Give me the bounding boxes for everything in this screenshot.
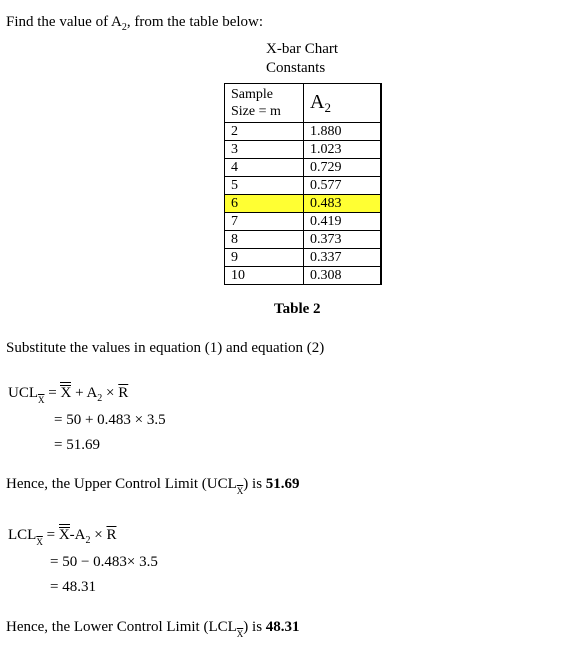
table-row: 4 0.729 <box>225 159 382 177</box>
a2-symbol: A <box>111 14 122 30</box>
lcl-equation: $LCL_{\overline{X}} = X-A_2 \times \overline{R}$ <box>8 527 117 547</box>
table-row-highlighted: 6 0.483 <box>225 195 382 213</box>
ucl-conclusion: Hence, the Upper Control Limit $(UCL_{\overline{X}})$ is 51.69 <box>6 476 300 496</box>
table-row: 7 0.419 <box>225 213 382 231</box>
table-row: 8 0.373 <box>225 231 382 249</box>
table-row: 2 1.880 <box>225 123 382 141</box>
ucl-equation: $UCL_{\overline{X}} = X + A_2 \times \overline{R}$ <box>8 385 129 405</box>
table-header-row <box>225 84 382 123</box>
header-sample-size: Sample Size = m <box>225 84 304 123</box>
ucl-line3: = 51.69 <box>54 437 100 453</box>
table-row: 9 0.337 <box>225 249 382 267</box>
lcl-line3: = 48.31 <box>50 579 96 595</box>
lcl-line2: = 50 − 0.483× 3.5 <box>50 554 158 570</box>
substitute-text: Substitute the values in equation (1) and equation (2) <box>6 340 325 356</box>
table-title: Table 2 <box>274 301 321 317</box>
constants-table <box>224 83 382 285</box>
table-row: 10 0.308 <box>225 267 382 285</box>
table-row: 5 0.577 <box>225 177 382 195</box>
intro-text: Find the value of $A_2$, from the table below: <box>6 14 264 33</box>
ucl-line2: = 50 + 0.483 × 3.5 <box>54 412 166 428</box>
table-row: 3 1.023 <box>225 141 382 159</box>
table-caption: X-bar Chart Constants <box>266 41 339 76</box>
header-a2: $A_2$ <box>304 84 382 123</box>
lcl-conclusion: Hence, the Lower Control Limit $(LCL_{\overline{X}})$ is 48.31 <box>6 619 300 639</box>
